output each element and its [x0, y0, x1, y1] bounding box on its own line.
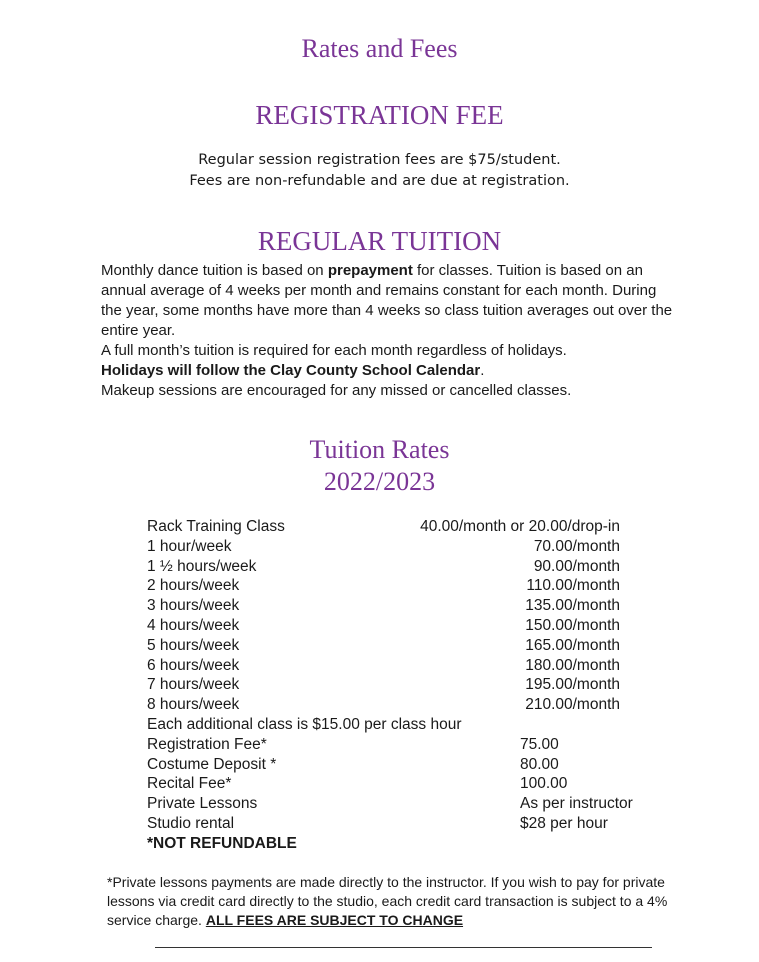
fee-row: Studio rental $28 per hour: [147, 814, 608, 832]
additional-class-note: Each additional class is $15.00 per class hour: [147, 715, 462, 733]
rate-row: 7 hours/week 195.00/month: [147, 676, 620, 694]
rate-row: 1 ½ hours/week 90.00/month: [147, 557, 620, 575]
registration-fee-heading: REGISTRATION FEE: [255, 100, 504, 130]
tuition-year: 2022/2023: [323, 467, 436, 496]
footnote: *Private lessons payments are made directly to the instructor. If you wish to pay for private lessons via credit card directly to the studio, each credit card transaction is subject to a 4% service charge. ALL FEES ARE SUBJECT TO CHANGE: [107, 874, 668, 928]
holidays-bold: Holidays will follow the Clay County School Calendar: [101, 362, 481, 379]
rate-row: 4 hours/week 150.00/month: [147, 616, 620, 634]
rate-row: 3 hours/week 135.00/month: [147, 597, 620, 615]
registration-line-1: Regular session registration fees are $75/student.: [198, 152, 561, 168]
tuition-description: [101, 261, 681, 401]
rate-row: 2 hours/week 110.00/month: [147, 577, 620, 595]
regular-tuition-heading: REGULAR TUITION: [257, 226, 502, 256]
tuition-rates-heading: Tuition Rates: [309, 435, 450, 464]
rate-row: 8 hours/week 210.00/month: [147, 696, 620, 714]
bottom-rule: [155, 947, 652, 948]
prepayment-bold: prepayment: [327, 262, 413, 279]
rate-row: 6 hours/week 180.00/month: [147, 656, 620, 674]
registration-line-2: Fees are non-refundable and are due at registration.: [189, 173, 570, 189]
not-refundable-note: *NOT REFUNDABLE: [147, 834, 297, 852]
fee-row: Recital Fee* 100.00: [147, 775, 568, 793]
registration-fee-text: [0, 150, 759, 192]
fee-row: Costume Deposit * 80.00: [147, 755, 559, 773]
tuition-paragraph-2: A full month’s tuition is required for each month regardless of holidays.: [101, 342, 567, 359]
rate-row: 1 hour/week 70.00/month: [147, 537, 620, 555]
tuition-paragraph-4: Makeup sessions are encouraged for any missed or cancelled classes.: [101, 382, 572, 399]
fee-row: Registration Fee* 75.00: [147, 735, 559, 753]
rates-table: [147, 517, 667, 854]
tuition-paragraph-1: Monthly dance tuition is based on prepayment for classes. Tuition is based on an annual average of 4 weeks per month and remains constant for each month. During the year, some months have more than 4 weeks so class tuition averages out over the entire year.: [101, 262, 673, 339]
fees-subject-to-change: ALL FEES ARE SUBJECT TO CHANGE: [205, 912, 464, 928]
fee-row: Private Lessons As per instructor: [147, 795, 633, 813]
rate-row: Rack Training Class 40.00/month or 20.00/drop-in: [147, 518, 620, 535]
rate-row: 5 hours/week 165.00/month: [147, 636, 620, 654]
tuition-paragraph-3: Holidays will follow the Clay County School Calendar.: [101, 362, 485, 379]
page-title: Rates and Fees: [301, 34, 458, 63]
